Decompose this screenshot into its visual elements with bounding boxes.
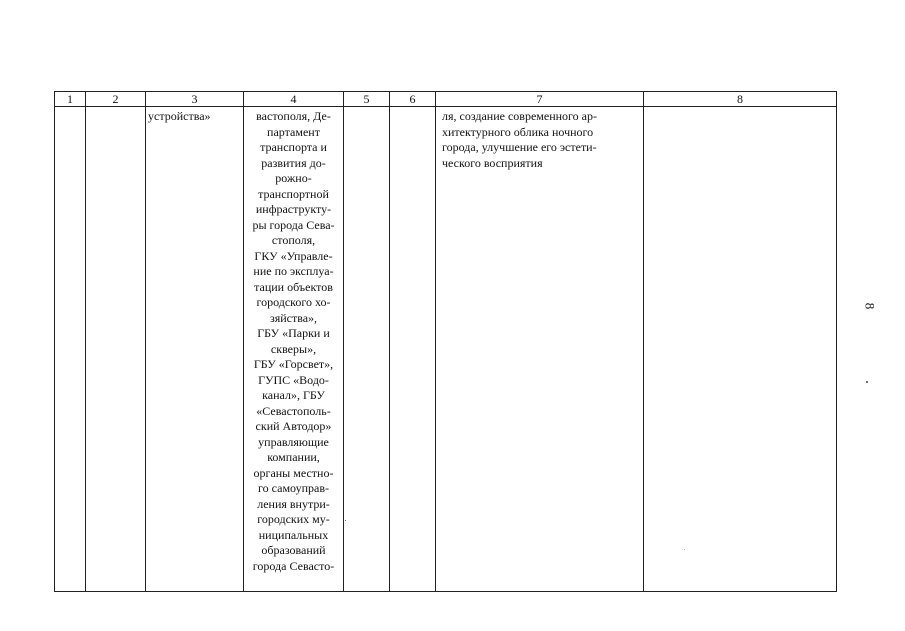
cell-col-4-text: вастополя, Де- партамент транспорта и развития до- рожно- транспортной инфраструкту- ры города Сева- стополя, ГКУ «Управле- ние по эксплуа- тации объектов городского хо- зяйства», ГБУ «Парки и скверы», ГБУ «Горсвет», ГУПС «Водо- канал», ГБУ «Севастополь- ский Автодор» управляющие компании, органы местно- го самоуправ- ления внутри- городских му- ниципальных образований города Севасто- [252,109,335,573]
header-col-6: 6 [390,92,436,107]
scan-speck [345,520,346,521]
header-col-3: 3 [146,92,244,107]
cell-col-7 [436,107,644,592]
cell-col-3 [146,107,244,592]
table-row [55,107,837,592]
header-col-1: 1 [55,92,86,107]
cell-col-4 [244,107,344,592]
scan-speck [684,549,685,550]
header-col-5: 5 [344,92,390,107]
cell-col-3-text: устройства» [148,109,211,123]
cell-col-2 [86,107,146,592]
page-number: 8 [862,302,878,310]
header-col-7: 7 [436,92,644,107]
header-col-8: 8 [644,92,837,107]
cell-col-1 [55,107,86,592]
cell-col-8 [644,107,837,592]
continuation-table [54,91,837,592]
cell-col-7-text: ля, создание современного ар- хитектурного облика ночного города, улучшение его эстети- ческого восприятия [442,109,597,170]
table-header-row [55,92,837,107]
cell-col-6 [390,107,436,592]
header-col-2: 2 [86,92,146,107]
header-col-4: 4 [244,92,344,107]
cell-col-5 [344,107,390,592]
scan-speck [866,381,868,383]
